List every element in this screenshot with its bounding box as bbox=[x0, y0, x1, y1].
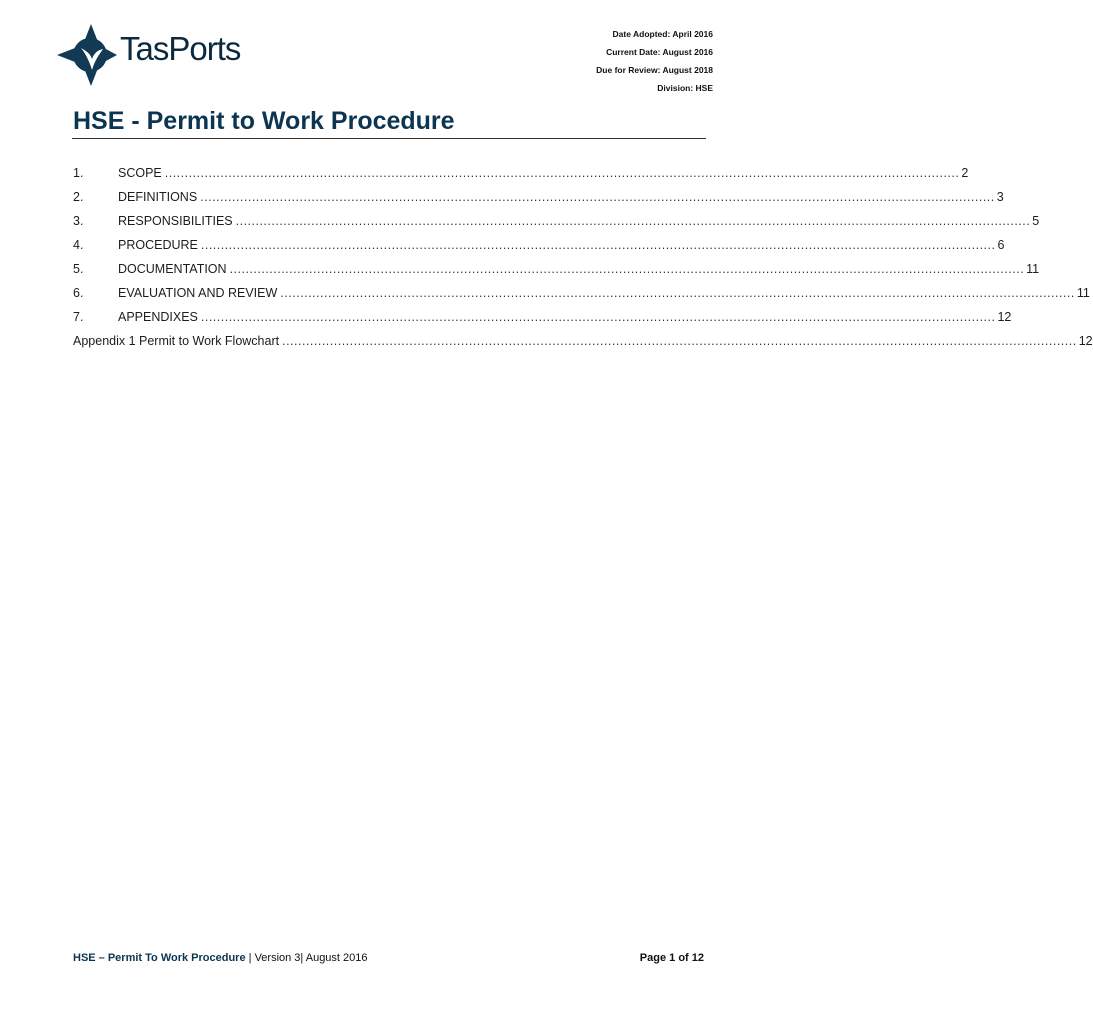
footer-title: HSE – Permit To Work Procedure bbox=[73, 952, 246, 964]
toc-entry-responsibilities[interactable] bbox=[73, 209, 1040, 233]
toc-entry-scope[interactable] bbox=[73, 161, 969, 185]
toc-number: 1. bbox=[73, 166, 84, 180]
title-divider bbox=[72, 138, 706, 139]
current-date: Current Date: August 2016 bbox=[606, 47, 713, 57]
table-of-contents bbox=[73, 161, 1093, 353]
toc-page-number: 12 bbox=[997, 310, 1012, 324]
toc-leader-dots: ........................................................................................................................................................................................................ bbox=[200, 190, 995, 204]
toc-number: 2. bbox=[73, 190, 84, 204]
toc-page-number: 11 bbox=[1076, 286, 1090, 300]
date-adopted: Date Adopted: April 2016 bbox=[612, 29, 713, 39]
toc-number: 5. bbox=[73, 262, 84, 276]
toc-entry-evaluation-and-review[interactable] bbox=[73, 281, 1090, 305]
toc-page-number: 6 bbox=[997, 238, 1005, 252]
toc-label: EVALUATION AND REVIEW bbox=[118, 286, 278, 300]
toc-label: APPENDIXES bbox=[118, 310, 198, 324]
toc-entry-definitions[interactable] bbox=[73, 185, 1004, 209]
toc-page-number: 11 bbox=[1026, 262, 1040, 276]
footer-version: | Version 3| August 2016 bbox=[245, 952, 368, 964]
toc-label: PROCEDURE bbox=[118, 238, 198, 252]
footer-document-info bbox=[73, 949, 368, 967]
footer-page-number: Page 1 of 12 bbox=[639, 952, 704, 964]
toc-label: Appendix 1 Permit to Work Flowchart bbox=[73, 334, 280, 348]
toc-leader-dots: ........................................................................................................................................................................................................ bbox=[282, 334, 1077, 348]
due-for-review: Due for Review: August 2018 bbox=[596, 65, 713, 75]
toc-entry-procedure[interactable] bbox=[73, 233, 1005, 257]
toc-page-number: 5 bbox=[1032, 214, 1040, 228]
toc-page-number: 3 bbox=[996, 190, 1004, 204]
toc-number: 6. bbox=[73, 286, 84, 300]
toc-leader-dots: ........................................................................................................................................................................................................ bbox=[280, 286, 1075, 300]
toc-number: 3. bbox=[73, 214, 84, 228]
toc-leader-dots: ........................................................................................................................................................................................................ bbox=[235, 214, 1031, 228]
toc-label: DOCUMENTATION bbox=[118, 262, 227, 276]
toc-entry-documentation[interactable] bbox=[73, 257, 1040, 281]
page-title: HSE - Permit to Work Procedure bbox=[73, 107, 455, 135]
document-meta bbox=[596, 25, 713, 97]
toc-page-number: 12 bbox=[1078, 334, 1093, 348]
toc-entry-appendix-1[interactable] bbox=[73, 329, 1093, 353]
toc-label: SCOPE bbox=[118, 166, 162, 180]
page-footer bbox=[73, 949, 704, 967]
toc-label: RESPONSIBILITIES bbox=[118, 214, 233, 228]
toc-leader-dots: ........................................................................................................................................................................................................ bbox=[200, 238, 996, 252]
toc-leader-dots: ........................................................................................................................................................................................................ bbox=[200, 310, 996, 324]
toc-label: DEFINITIONS bbox=[118, 190, 198, 204]
toc-leader-dots: ........................................................................................................................................................................................................ bbox=[164, 166, 960, 180]
toc-leader-dots: ........................................................................................................................................................................................................ bbox=[229, 262, 1025, 276]
division: Division: HSE bbox=[657, 83, 713, 93]
tasports-logo bbox=[54, 22, 254, 88]
toc-page-number: 2 bbox=[961, 166, 969, 180]
toc-number: 7. bbox=[73, 310, 84, 324]
toc-entry-appendixes[interactable] bbox=[73, 305, 1012, 329]
compass-star-icon bbox=[54, 22, 120, 88]
logo-wordmark: TasPorts bbox=[120, 30, 241, 67]
toc-number: 4. bbox=[73, 238, 84, 252]
